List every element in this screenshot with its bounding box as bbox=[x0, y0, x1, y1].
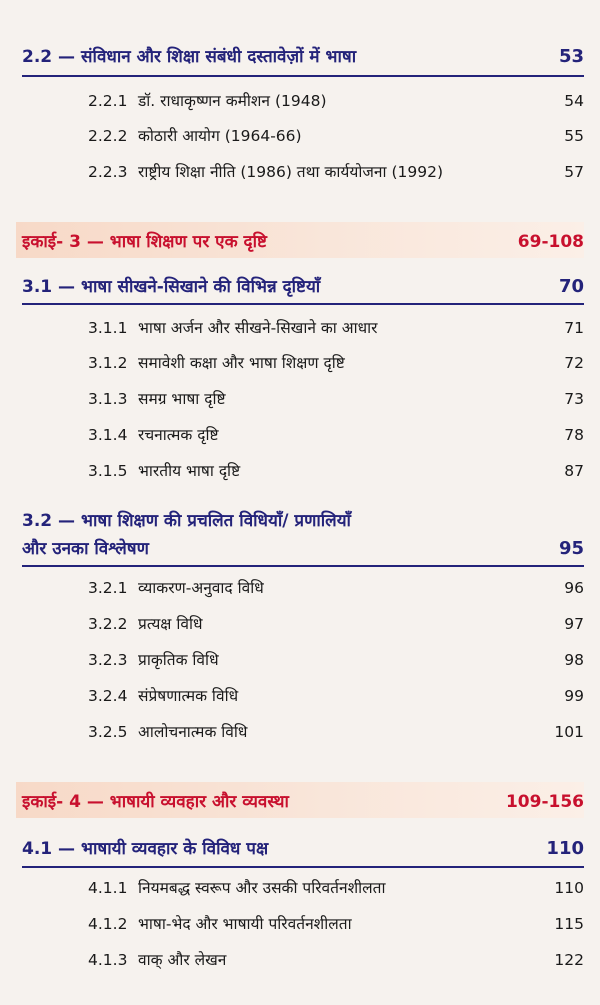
entry-title: भाषा अर्जन और सीखने-सिखाने का आधार bbox=[138, 319, 378, 337]
page-number: 110 bbox=[546, 838, 584, 859]
entry-title: संप्रेषणात्मक विधि bbox=[138, 687, 239, 705]
entry-number: 2.2.2 bbox=[88, 127, 128, 145]
entry-number: 3.1.4 bbox=[88, 426, 128, 444]
toc-section-3-2-cont[interactable] bbox=[22, 536, 584, 559]
page-number: 53 bbox=[558, 46, 584, 67]
entry-number: 3.1.5 bbox=[88, 462, 128, 480]
page-number: 71 bbox=[564, 319, 584, 337]
page-number: 87 bbox=[564, 462, 584, 480]
page-range: 109-156 bbox=[505, 792, 584, 812]
toc-entry-3-1-5[interactable] bbox=[22, 459, 584, 481]
page-number: 70 bbox=[558, 276, 584, 297]
page-number: 97 bbox=[564, 615, 584, 633]
toc-entry-3-2-4[interactable] bbox=[22, 684, 584, 706]
page-number: 57 bbox=[564, 163, 584, 181]
entry-title: डॉ. राधाकृष्णन कमीशन (1948) bbox=[138, 92, 327, 110]
entry-number: 4.1.3 bbox=[88, 951, 128, 969]
toc-section-3-2[interactable] bbox=[22, 508, 584, 531]
toc-entry-3-2-5[interactable] bbox=[22, 720, 584, 742]
page-number: 73 bbox=[564, 390, 584, 408]
entry-title: समावेशी कक्षा और भाषा शिक्षण दृष्टि bbox=[138, 354, 345, 372]
toc-entry-4-1-3[interactable] bbox=[22, 948, 584, 970]
entry-title: वाक् और लेखन bbox=[138, 951, 227, 969]
unit-label: इकाई- 4 — bbox=[22, 792, 104, 812]
section-divider bbox=[22, 303, 584, 305]
section-title: संविधान और शिक्षा संबंधी दस्तावेज़ों में भाषा bbox=[81, 47, 357, 67]
section-number: 4.1 — bbox=[22, 839, 76, 859]
section-divider bbox=[22, 75, 584, 77]
entry-title: राष्ट्रीय शिक्षा नीति (1986) तथा कार्ययोजना (1992) bbox=[138, 163, 443, 181]
page-number: 72 bbox=[564, 354, 584, 372]
page-number: 101 bbox=[554, 723, 584, 741]
section-divider bbox=[22, 565, 584, 567]
page-number: 95 bbox=[558, 538, 584, 559]
toc-entry-2-2-1[interactable] bbox=[22, 89, 584, 111]
entry-title: प्राकृतिक विधि bbox=[138, 651, 219, 669]
entry-number: 2.2.3 bbox=[88, 163, 128, 181]
entry-number: 3.2.3 bbox=[88, 651, 128, 669]
entry-title: भाषा-भेद और भाषायी परिवर्तनशीलता bbox=[138, 915, 352, 933]
section-title-continuation: और उनका विश्लेषण bbox=[22, 539, 149, 559]
section-number: 2.2 — bbox=[22, 47, 76, 67]
toc-entry-3-1-1[interactable] bbox=[22, 316, 584, 338]
section-number: 3.2 — bbox=[22, 511, 76, 531]
section-title: भाषायी व्यवहार के विविध पक्ष bbox=[81, 839, 269, 859]
entry-title: व्याकरण-अनुवाद विधि bbox=[138, 579, 264, 597]
toc-entry-3-1-4[interactable] bbox=[22, 423, 584, 445]
page-number: 122 bbox=[554, 951, 584, 969]
page-number: 55 bbox=[564, 127, 584, 145]
unit-title: भाषायी व्यवहार और व्यवस्था bbox=[109, 792, 289, 812]
entry-number: 3.1.2 bbox=[88, 354, 128, 372]
toc-section-3-1[interactable] bbox=[22, 274, 584, 297]
page-number: 54 bbox=[564, 92, 584, 110]
entry-number: 2.2.1 bbox=[88, 92, 128, 110]
entry-title: रचनात्मक दृष्टि bbox=[138, 426, 219, 444]
section-divider bbox=[22, 866, 584, 868]
entry-title: भारतीय भाषा दृष्टि bbox=[138, 462, 241, 480]
entry-number: 3.2.5 bbox=[88, 723, 128, 741]
toc-unit-4[interactable] bbox=[22, 789, 584, 812]
entry-number: 3.2.2 bbox=[88, 615, 128, 633]
entry-title: नियमबद्ध स्वरूप और उसकी परिवर्तनशीलता bbox=[138, 879, 386, 897]
section-title: भाषा सीखने-सिखाने की विभिन्न दृष्टियाँ bbox=[81, 277, 321, 297]
entry-number: 3.1.3 bbox=[88, 390, 128, 408]
toc-section-4-1[interactable] bbox=[22, 836, 584, 859]
unit-label: इकाई- 3 — bbox=[22, 232, 104, 252]
entry-number: 3.2.4 bbox=[88, 687, 128, 705]
entry-title: समग्र भाषा दृष्टि bbox=[138, 390, 226, 408]
page-number: 115 bbox=[554, 915, 584, 933]
toc-unit-3[interactable] bbox=[22, 229, 584, 252]
toc-entry-2-2-3[interactable] bbox=[22, 160, 584, 182]
toc-entry-4-1-2[interactable] bbox=[22, 912, 584, 934]
page-range: 69-108 bbox=[517, 232, 584, 252]
toc-entry-3-2-3[interactable] bbox=[22, 648, 584, 670]
unit-title: भाषा शिक्षण पर एक दृष्टि bbox=[109, 232, 267, 252]
page-number: 96 bbox=[564, 579, 584, 597]
page-number: 110 bbox=[554, 879, 584, 897]
entry-number: 4.1.2 bbox=[88, 915, 128, 933]
entry-number: 3.2.1 bbox=[88, 579, 128, 597]
toc-section-2-2[interactable] bbox=[22, 44, 584, 67]
page-number: 98 bbox=[564, 651, 584, 669]
toc-entry-4-1-1[interactable] bbox=[22, 876, 584, 898]
section-number: 3.1 — bbox=[22, 277, 76, 297]
entry-number: 4.1.1 bbox=[88, 879, 128, 897]
section-title: भाषा शिक्षण की प्रचलित विधियाँ/ प्रणालियाँ bbox=[81, 511, 351, 531]
page-number: 99 bbox=[564, 687, 584, 705]
entry-number: 3.1.1 bbox=[88, 319, 128, 337]
toc-entry-3-1-2[interactable] bbox=[22, 351, 584, 373]
entry-title: आलोचनात्मक विधि bbox=[138, 723, 248, 741]
toc-entry-2-2-2[interactable] bbox=[22, 124, 584, 146]
toc-entry-3-2-2[interactable] bbox=[22, 612, 584, 634]
entry-title: प्रत्यक्ष विधि bbox=[138, 615, 203, 633]
entry-title: कोठारी आयोग (1964-66) bbox=[138, 127, 302, 145]
toc-entry-3-2-1[interactable] bbox=[22, 576, 584, 598]
page-number: 78 bbox=[564, 426, 584, 444]
toc-entry-3-1-3[interactable] bbox=[22, 387, 584, 409]
